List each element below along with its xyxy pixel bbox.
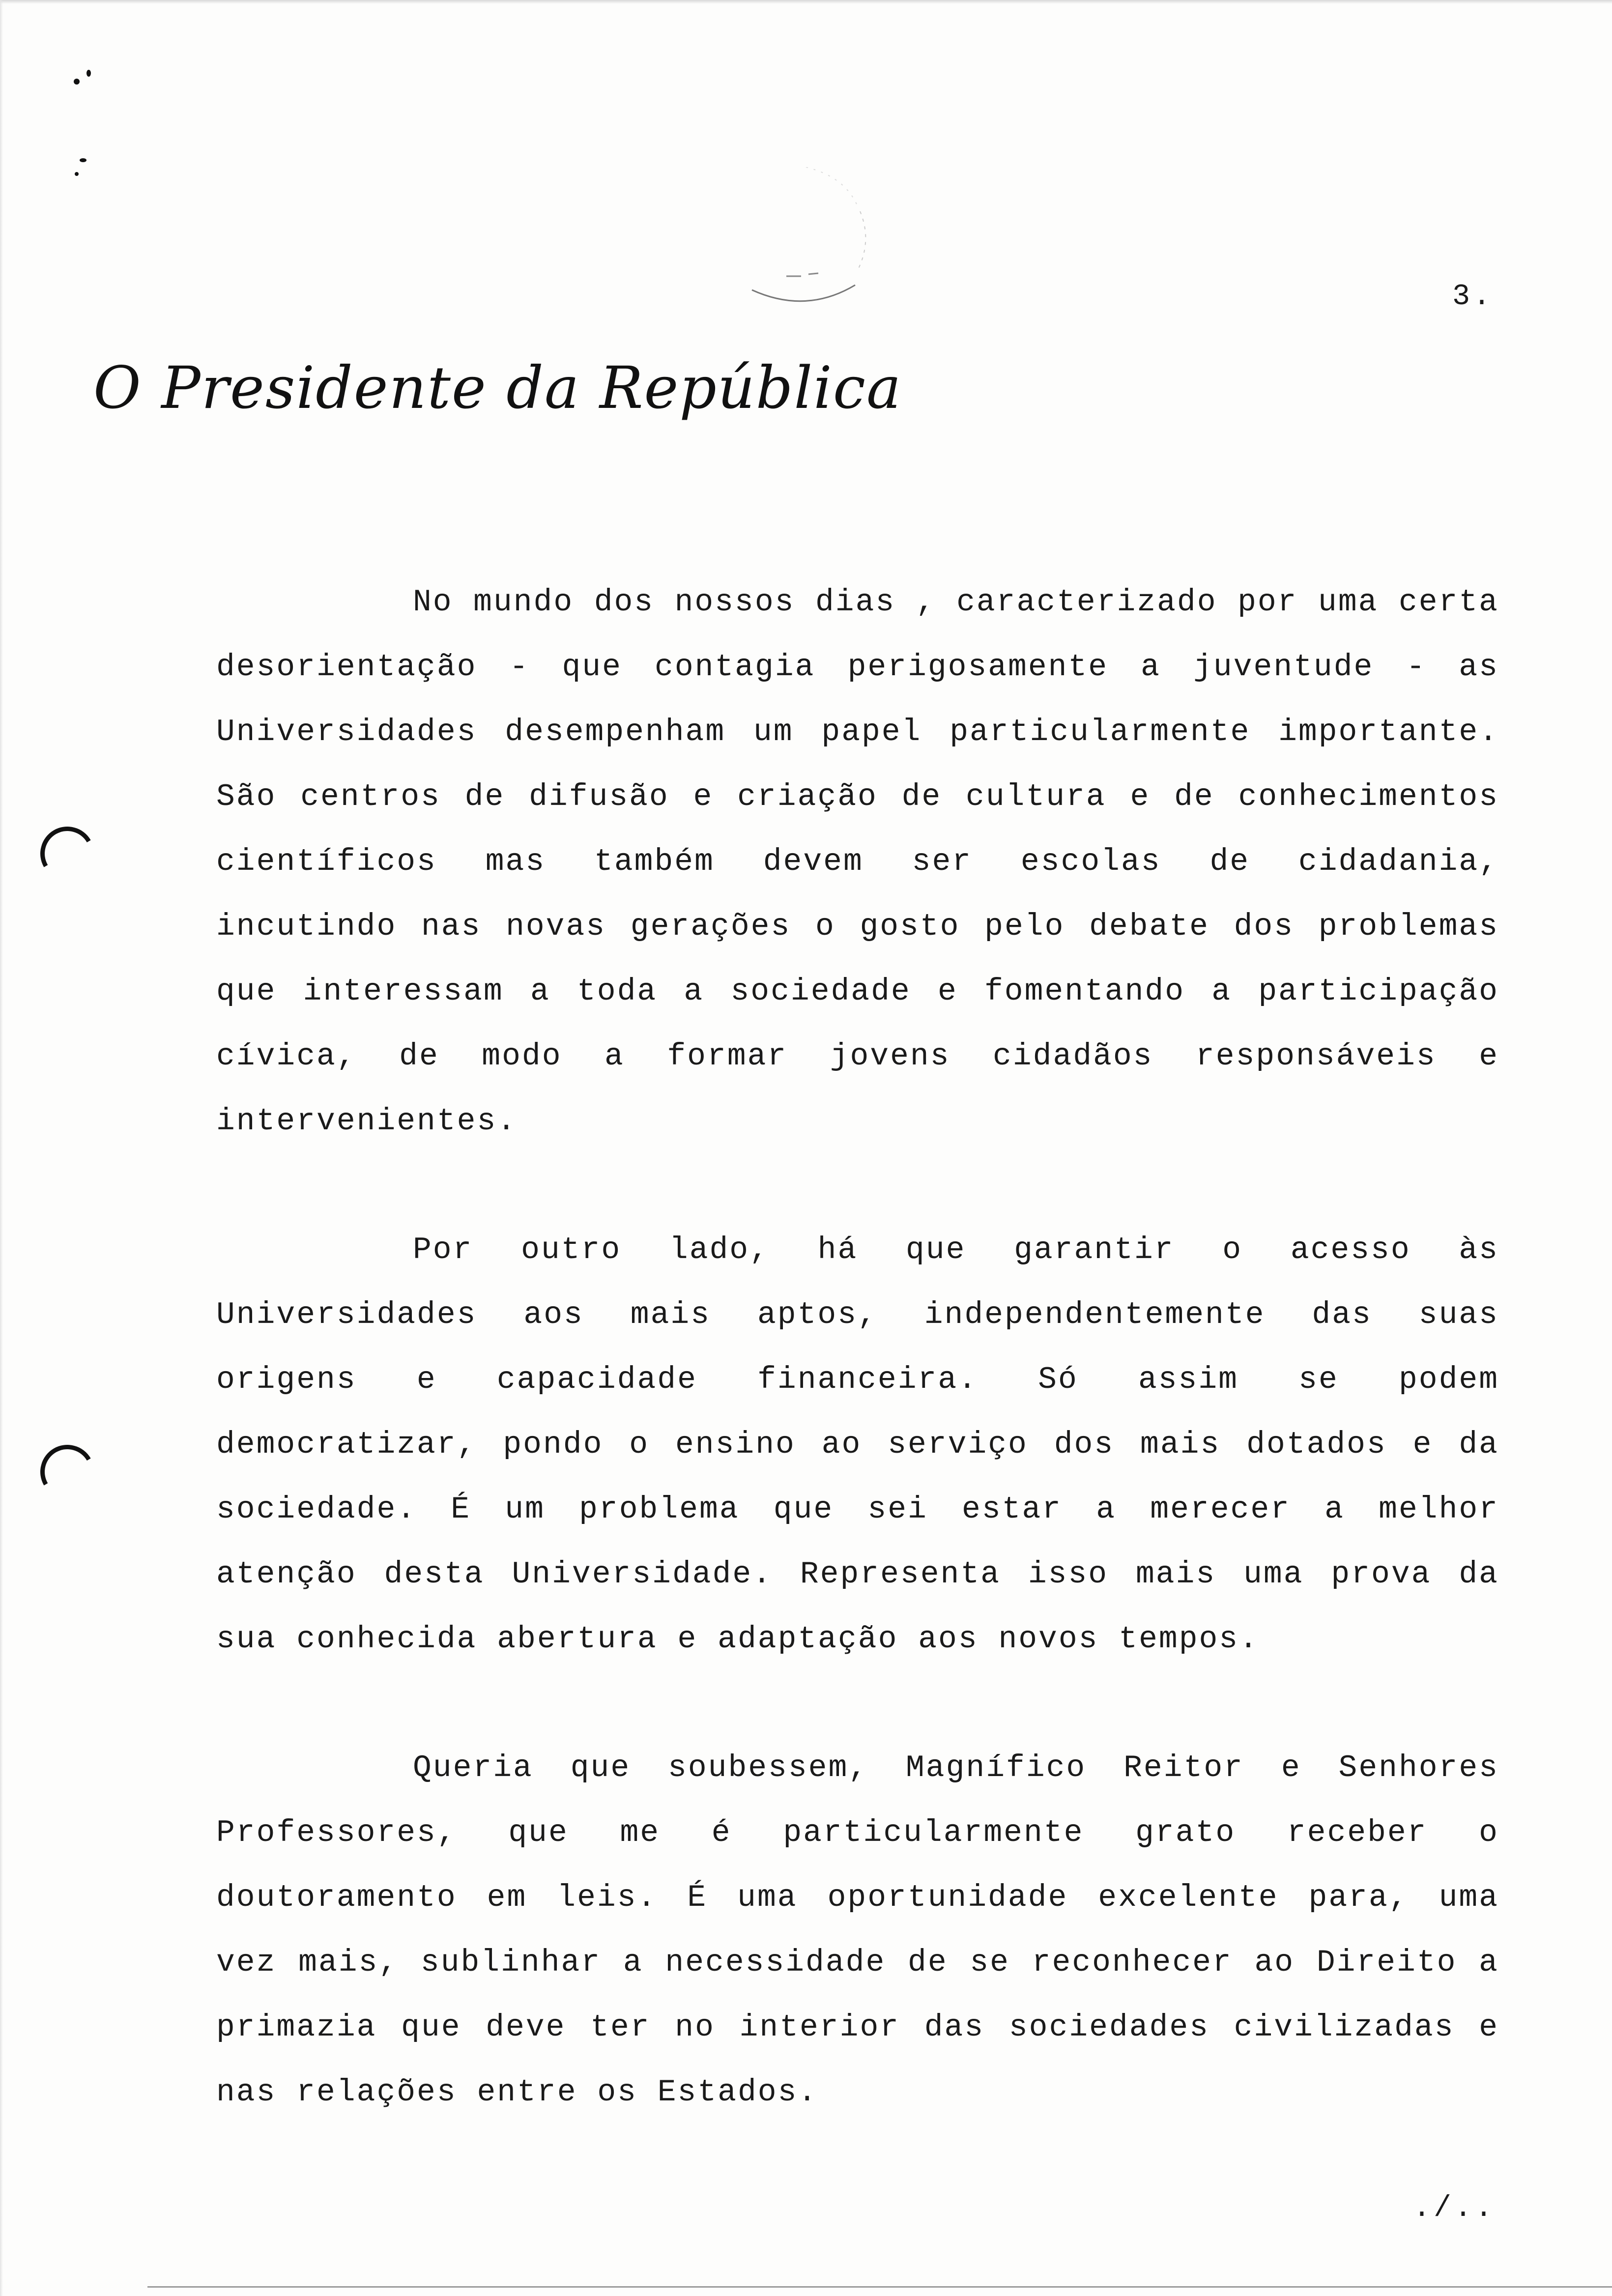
faint-stamp-mark: [732, 167, 880, 315]
scan-edge-top: [0, 0, 1612, 4]
punch-hole-mark: [34, 821, 101, 887]
body-text: [216, 570, 1499, 2189]
scan-edge-left: [0, 0, 3, 2296]
page-number: 3.: [1452, 280, 1494, 314]
punch-hole-mark: [34, 1439, 101, 1505]
paragraph: No mundo dos nossos dias , caracterizado por uma certa desorientação - que contagia perigosamente a juventude - as Universidades desempenham um papel particularmente importante. São centros de difusão e criação de cultura e de conhecimentos científicos mas também devem ser escolas de cidadania, incutindo nas novas gerações o gosto pelo debate dos problemas que interessam a toda a sociedade e fomentando a participação cívica, de modo a formar jovens cidadãos responsáveis e intervenientes.: [216, 585, 1499, 1139]
paragraph: Por outro lado, há que garantir o acesso às Universidades aos mais aptos, independentemente das suas origens e capacidade financeira. Só assim se podem democratizar, pondo o ensino ao serviço dos mais dotados e da sociedade. É um problema que sei estar a merecer a melhor atenção desta Universidade. Representa isso mais uma prova da sua conhecida abertura e adaptação aos novos tempos.: [216, 1233, 1499, 1657]
paragraph: Queria que soubessem, Magnífico Reitor e Senhores Professores, que me é particularmente grato receber o doutoramento em leis. É uma oportunidade excelente para, uma vez mais, sublinhar a necessidade de se reconhecer ao Direito a primazia que deve ter no interior das sociedades civilizadas e nas relações entre os Estados.: [216, 1751, 1499, 2110]
scan-speck: [80, 158, 86, 162]
scan-speck: [75, 172, 79, 176]
letterhead-title: O Presidente da República: [93, 354, 902, 422]
scan-speck: [74, 79, 80, 85]
scan-edge-bottom: [147, 2286, 1612, 2291]
scan-speck: [86, 70, 91, 77]
continuation-mark: ./..: [1413, 2192, 1496, 2225]
